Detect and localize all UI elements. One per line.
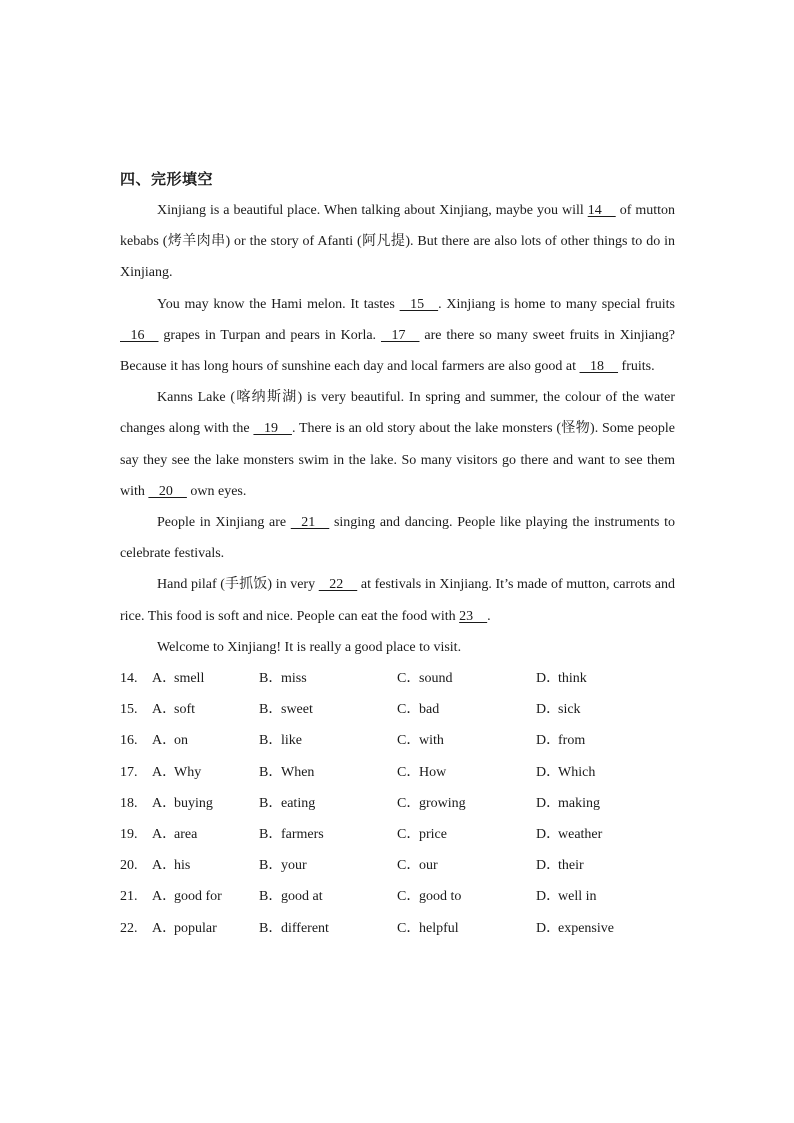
blank-15: 15 <box>399 296 439 312</box>
answer-options <box>120 663 675 944</box>
option-letter: C． <box>397 920 421 936</box>
question-row <box>120 913 675 944</box>
option-d <box>536 757 656 788</box>
option-text: Which <box>558 764 596 780</box>
option-letter: A． <box>152 764 177 780</box>
option-text: different <box>281 920 329 936</box>
blank-22: 22 <box>318 577 358 593</box>
option-letter: B． <box>259 920 283 936</box>
option-letter: D． <box>536 733 561 749</box>
option-text: making <box>558 795 600 811</box>
option-text: miss <box>281 671 307 687</box>
option-text: with <box>419 733 444 749</box>
option-a <box>152 913 259 944</box>
option-c <box>397 788 536 819</box>
option-a <box>152 881 259 912</box>
section-title: 四、完形填空 <box>120 170 214 188</box>
option-letter: A． <box>152 795 177 811</box>
option-d <box>536 850 656 881</box>
option-b <box>259 694 397 725</box>
option-letter: D． <box>536 671 561 687</box>
question-number: 17. <box>120 764 138 780</box>
option-letter: D． <box>536 795 561 811</box>
passage-paragraph-5: Hand pilaf (手抓饭) in very 22 at festivals in Xinjiang. It’s made of mutton, carrots and rice. This food is soft and nice. People can eat the food with 23 . <box>120 569 675 631</box>
question-number: 16. <box>120 733 138 749</box>
option-text: on <box>174 733 188 749</box>
option-letter: B． <box>259 733 283 749</box>
option-text: price <box>419 826 447 842</box>
question-number: 18. <box>120 795 138 811</box>
option-letter: C． <box>397 733 421 749</box>
option-b <box>259 819 397 850</box>
passage-paragraph-2: You may know the Hami melon. It tastes 15 . Xinjiang is home to many special fruits 16 grapes in Turpan and pears in Korla. 17 are there so many sweet fruits in Xinjiang? Because it has long hours of sunshine each day and local farmers are also good at 18 fruits. <box>120 289 675 383</box>
option-d <box>536 725 656 756</box>
question-row <box>120 881 675 912</box>
blank-17: 17 <box>380 327 420 343</box>
option-text: bad <box>419 702 440 718</box>
option-c <box>397 757 536 788</box>
question-row <box>120 725 675 756</box>
option-a <box>152 850 259 881</box>
option-text: expensive <box>558 920 614 936</box>
option-letter: C． <box>397 889 421 905</box>
option-text: weather <box>558 826 603 842</box>
option-letter: C． <box>397 795 421 811</box>
option-letter: B． <box>259 764 283 780</box>
question-number: 21. <box>120 889 138 905</box>
option-text: Why <box>174 764 202 780</box>
option-d <box>536 913 656 944</box>
option-letter: A． <box>152 920 177 936</box>
option-d <box>536 881 656 912</box>
question-number: 20. <box>120 858 138 874</box>
option-text: sound <box>419 671 453 687</box>
blank-23: 23 <box>459 608 488 624</box>
question-number: 14. <box>120 671 138 687</box>
option-text: good to <box>419 889 462 905</box>
option-letter: D． <box>536 920 561 936</box>
option-letter: A． <box>152 889 177 905</box>
option-b <box>259 757 397 788</box>
option-text: good for <box>174 889 222 905</box>
option-c <box>397 819 536 850</box>
option-a <box>152 819 259 850</box>
passage-paragraph-6: Welcome to Xinjiang! It is really a good place to visit. <box>157 639 462 655</box>
option-letter: A． <box>152 671 177 687</box>
option-letter: D． <box>536 858 561 874</box>
option-text: popular <box>174 920 217 936</box>
option-d <box>536 788 656 819</box>
option-text: their <box>558 858 584 874</box>
option-letter: C． <box>397 764 421 780</box>
question-number: 22. <box>120 920 138 936</box>
option-text: area <box>174 826 198 842</box>
option-text: farmers <box>281 826 324 842</box>
passage-paragraph-3: Kanns Lake (喀纳斯湖) is very beautiful. In spring and summer, the colour of the water changes along with the 19 . There is an old story about the lake monsters (怪物). Some people say they see the lake monsters swim in the lake. So many visitors go there and want to see them with 20 own eyes. <box>120 382 675 507</box>
question-row <box>120 757 675 788</box>
option-letter: A． <box>152 702 177 718</box>
option-c <box>397 725 536 756</box>
passage-paragraph-1: Xinjiang is a beautiful place. When talking about Xinjiang, maybe you will 14 of mutton kebabs (烤羊肉串) or the story of Afanti (阿凡提). But there are also lots of other things to do in Xinjiang. <box>120 195 675 289</box>
option-letter: D． <box>536 702 561 718</box>
option-text: sick <box>558 702 581 718</box>
option-text: from <box>558 733 586 749</box>
blank-19: 19 <box>253 421 292 437</box>
option-text: buying <box>174 795 213 811</box>
option-letter: D． <box>536 889 561 905</box>
option-letter: B． <box>259 826 283 842</box>
option-letter: A． <box>152 826 177 842</box>
option-c <box>397 850 536 881</box>
option-c <box>397 663 536 694</box>
option-text: our <box>419 858 438 874</box>
option-text: eating <box>281 795 316 811</box>
option-letter: C． <box>397 671 421 687</box>
option-letter: A． <box>152 733 177 749</box>
option-text: How <box>419 764 447 780</box>
blank-21: 21 <box>290 515 330 531</box>
option-text: good at <box>281 889 323 905</box>
option-d <box>536 694 656 725</box>
option-letter: C． <box>397 702 421 718</box>
blank-16: 16 <box>120 327 159 343</box>
option-text: his <box>174 858 191 874</box>
blank-20: 20 <box>148 483 187 499</box>
option-text: helpful <box>419 920 459 936</box>
question-number: 19. <box>120 826 138 842</box>
option-a <box>152 757 259 788</box>
option-letter: A． <box>152 858 177 874</box>
option-letter: C． <box>397 858 421 874</box>
option-letter: C． <box>397 826 421 842</box>
option-text: your <box>281 858 307 874</box>
option-c <box>397 694 536 725</box>
option-d <box>536 663 656 694</box>
question-row <box>120 788 675 819</box>
option-text: When <box>281 764 315 780</box>
option-b <box>259 850 397 881</box>
option-text: soft <box>174 702 195 718</box>
option-text: growing <box>419 795 466 811</box>
option-c <box>397 881 536 912</box>
option-letter: B． <box>259 702 283 718</box>
option-d <box>536 819 656 850</box>
option-c <box>397 913 536 944</box>
option-a <box>152 788 259 819</box>
option-letter: B． <box>259 795 283 811</box>
blank-18: 18 <box>579 359 619 375</box>
question-row <box>120 663 675 694</box>
option-b <box>259 881 397 912</box>
option-text: like <box>281 733 302 749</box>
option-text: sweet <box>281 702 313 718</box>
option-letter: B． <box>259 671 283 687</box>
option-b <box>259 663 397 694</box>
option-b <box>259 788 397 819</box>
option-text: think <box>558 671 587 687</box>
question-row <box>120 850 675 881</box>
option-b <box>259 913 397 944</box>
question-row <box>120 694 675 725</box>
option-text: well in <box>558 889 597 905</box>
option-letter: D． <box>536 764 561 780</box>
option-a <box>152 725 259 756</box>
question-row <box>120 819 675 850</box>
option-letter: B． <box>259 858 283 874</box>
blank-14: 14 <box>587 203 616 218</box>
cloze-section <box>120 168 675 944</box>
option-a <box>152 663 259 694</box>
option-text: smell <box>174 671 205 687</box>
passage-paragraph-4: People in Xinjiang are 21 singing and dancing. People like playing the instruments to celebrate festivals. <box>120 507 675 569</box>
option-b <box>259 725 397 756</box>
option-letter: B． <box>259 889 283 905</box>
question-number: 15. <box>120 702 138 718</box>
option-a <box>152 694 259 725</box>
option-letter: D． <box>536 826 561 842</box>
